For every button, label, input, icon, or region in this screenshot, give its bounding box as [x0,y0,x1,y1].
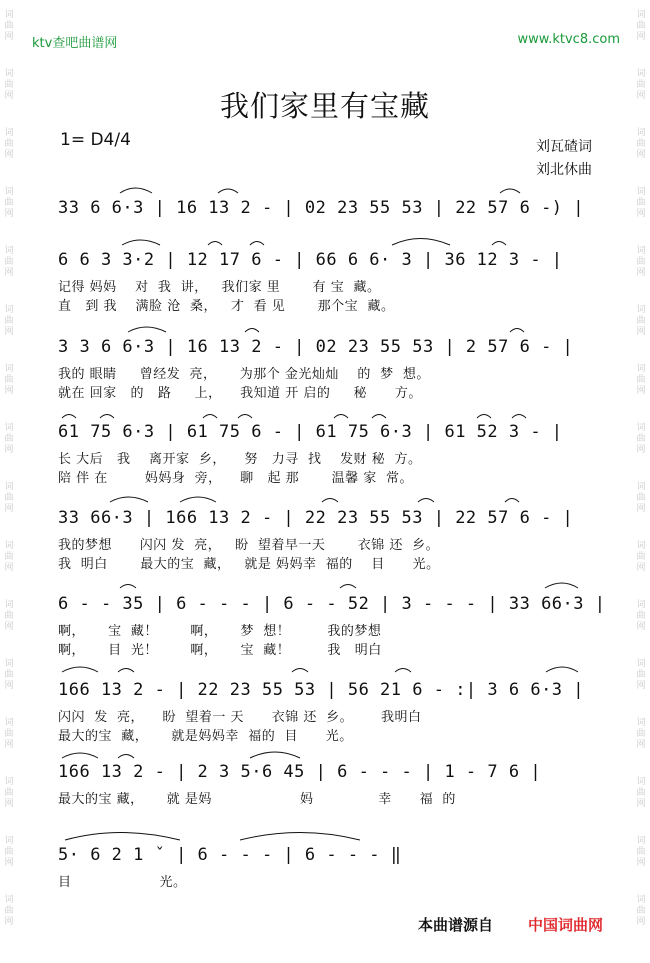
credits [536,136,592,182]
lyric-line: 啊， 宝 藏！ 啊， 梦 想！ 我的梦想 [58,624,382,639]
lyric-line: 目 光。 [58,875,187,890]
watermark-char: 网 [636,150,646,160]
watermark-char: 网 [636,917,646,927]
watermark-char: 词 [636,305,646,315]
watermark-char: 词 [636,10,646,20]
watermark-char: 词 [4,659,14,669]
watermark-char: 词 [4,10,14,20]
watermark-char: 网 [4,858,14,868]
watermark-char: 曲 [4,316,14,326]
song-title: 我们家里有宝藏 [219,89,430,123]
watermark-char: 曲 [636,847,646,857]
watermark-char: 网 [636,209,646,219]
watermark-char: 词 [636,836,646,846]
watermark-char: 词 [4,541,14,551]
watermark-char: 曲 [636,729,646,739]
watermark-char: 词 [4,305,14,315]
notation-line: 6 - - 35 | 6 - - - | 6 - - 52 | 3 - - - | 33 66·3 | [58,594,606,614]
watermark-char: 网 [4,150,14,160]
lyric-line: 最大的宝 藏， 就是妈妈幸 福的 目 光。 [58,729,353,744]
watermark-char: 曲 [4,729,14,739]
lyric-line: 我的 眼睛 曾经发 亮， 为那个 金光灿灿 的 梦 想。 [58,367,430,382]
watermark-char: 词 [636,69,646,79]
watermark-char: 词 [4,777,14,787]
watermark-char: 曲 [636,670,646,680]
watermark-char: 曲 [4,375,14,385]
notation-line: 166 13 2 - | 22 23 55 53 | 56 21 6 - :| 3 6 6·3 | [58,680,585,700]
watermark-char: 词 [636,246,646,256]
watermark-char: 网 [4,740,14,750]
watermark-char: 网 [636,386,646,396]
watermark-char: 网 [4,445,14,455]
watermark-char: 词 [4,246,14,256]
watermark-char: 网 [636,563,646,573]
lyric-line: 记得 妈妈 对 我 讲， 我们家 里 有 宝 藏。 [58,280,381,295]
watermark-char: 网 [636,32,646,42]
watermark-char: 网 [636,681,646,691]
watermark-char: 词 [4,187,14,197]
watermark-char: 词 [4,128,14,138]
watermark-char: 词 [636,895,646,905]
notation-line: 5· 6 2 1 ˇ | 6 - - - | 6 - - - ‖ [58,845,402,865]
watermark-char: 词 [636,364,646,374]
watermark-char: 曲 [636,257,646,267]
watermark-char: 曲 [4,21,14,31]
watermark-char: 网 [4,209,14,219]
watermark-char: 词 [636,541,646,551]
watermark-char: 曲 [4,906,14,916]
watermark-char: 词 [636,128,646,138]
watermark-char: 词 [636,423,646,433]
composer: 刘北休曲 [536,162,592,178]
watermark-char: 曲 [4,847,14,857]
left-watermark [2,0,16,928]
watermark-char: 曲 [636,316,646,326]
right-watermark [634,0,648,928]
watermark-char: 词 [4,482,14,492]
watermark-char: 网 [4,32,14,42]
watermark-char: 曲 [636,788,646,798]
notation-line: 6 6 3 3·2 | 12 17 6 - | 66 6 6· 3 | 36 12 3 - | [58,250,563,270]
watermark-char: 网 [4,622,14,632]
watermark-char: 网 [636,445,646,455]
watermark-char: 曲 [4,552,14,562]
watermark-char: 网 [636,91,646,101]
notation-line: 33 6 6·3 | 16 13 2 - | 02 23 55 53 | 22 57 6 -) | [58,198,585,218]
watermark-char: 网 [4,268,14,278]
watermark-char: 网 [4,386,14,396]
lyric-line: 就在 回家 的 路 上， 我知道 开 启的 秘 方。 [58,386,422,401]
watermark-char: 网 [4,563,14,573]
watermark-char: 词 [636,718,646,728]
notation-line: 33 66·3 | 166 13 2 - | 22 23 55 53 | 22 57 6 - | [58,508,574,528]
watermark-char: 曲 [4,434,14,444]
watermark-char: 词 [4,718,14,728]
key-text: 1= D4/4 [60,130,131,150]
lyric-line: 最大的宝 藏， 就 是妈 妈 幸 福 的 [58,792,456,807]
lyric-line: 直 到 我 满脸 沧 桑， 才 看 见 那个宝 藏。 [58,299,395,314]
lyricist: 刘瓦碴词 [536,139,592,155]
lyric-line: 我 明白 最大的宝 藏， 就是 妈妈幸 福的 目 光。 [58,557,440,572]
watermark-char: 词 [636,187,646,197]
key-signature [60,130,131,150]
watermark-char: 网 [636,858,646,868]
watermark-char: 词 [636,482,646,492]
watermark-char: 曲 [636,552,646,562]
watermark-char: 词 [4,364,14,374]
watermark-char: 网 [4,327,14,337]
watermark-char: 曲 [636,139,646,149]
site-url-right[interactable]: www.ktvc8.com [517,32,620,47]
watermark-char: 曲 [4,670,14,680]
watermark-char: 曲 [636,80,646,90]
watermark-char: 曲 [4,493,14,503]
watermark-char: 词 [4,69,14,79]
footer-source-site[interactable]: 中国词曲网 [528,916,604,934]
watermark-char: 曲 [4,788,14,798]
lyric-line: 陪 伴 在 妈妈身 旁， 聊 起 那 温馨 家 常。 [58,471,413,486]
watermark-char: 词 [636,600,646,610]
watermark-char: 网 [636,740,646,750]
lyric-line: 长 大后 我 离开家 乡， 努 力寻 找 发财 秘 方。 [58,452,422,467]
watermark-char: 词 [4,423,14,433]
notation-line: 166 13 2 - | 2 3 5·6 45 | 6 - - - | 1 - 7 6 | [58,762,542,782]
watermark-char: 曲 [4,611,14,621]
watermark-char: 词 [4,895,14,905]
watermark-char: 曲 [4,139,14,149]
watermark-char: 网 [4,917,14,927]
watermark-char: 曲 [4,257,14,267]
site-name-left[interactable]: ktv查吧曲谱网 [32,36,118,51]
watermark-char: 词 [636,777,646,787]
watermark-char: 网 [636,799,646,809]
watermark-char: 曲 [636,21,646,31]
watermark-char: 曲 [636,375,646,385]
watermark-char: 曲 [636,198,646,208]
watermark-char: 网 [4,504,14,514]
watermark-char: 网 [636,622,646,632]
watermark-char: 网 [636,327,646,337]
watermark-char: 曲 [4,198,14,208]
footer-source-label: 本曲谱源自 [418,916,494,934]
watermark-char: 网 [4,799,14,809]
watermark-char: 词 [636,659,646,669]
watermark-char: 曲 [636,434,646,444]
lyric-line: 闪闪 发 亮， 盼 望着一 天 衣锦 还 乡。 我明白 [58,710,422,725]
watermark-char: 曲 [636,493,646,503]
watermark-char: 曲 [4,80,14,90]
lyric-line: 啊， 目 光！ 啊， 宝 藏！ 我 明白 [58,643,382,658]
watermark-char: 词 [4,836,14,846]
watermark-char: 曲 [636,611,646,621]
watermark-char: 网 [636,268,646,278]
watermark-char: 网 [4,681,14,691]
lyric-line: 我的梦想 闪闪 发 亮， 盼 望着早一天 衣锦 还 乡。 [58,538,440,553]
watermark-char: 网 [4,91,14,101]
watermark-char: 网 [636,504,646,514]
watermark-char: 词 [4,600,14,610]
watermark-char: 曲 [636,906,646,916]
notation-line: 3 3 6 6·3 | 16 13 2 - | 02 23 55 53 | 2 57 6 - | [58,337,574,357]
notation-line: 61 75 6·3 | 61 75 6 - | 61 75 6·3 | 61 52 3 - | [58,422,563,442]
